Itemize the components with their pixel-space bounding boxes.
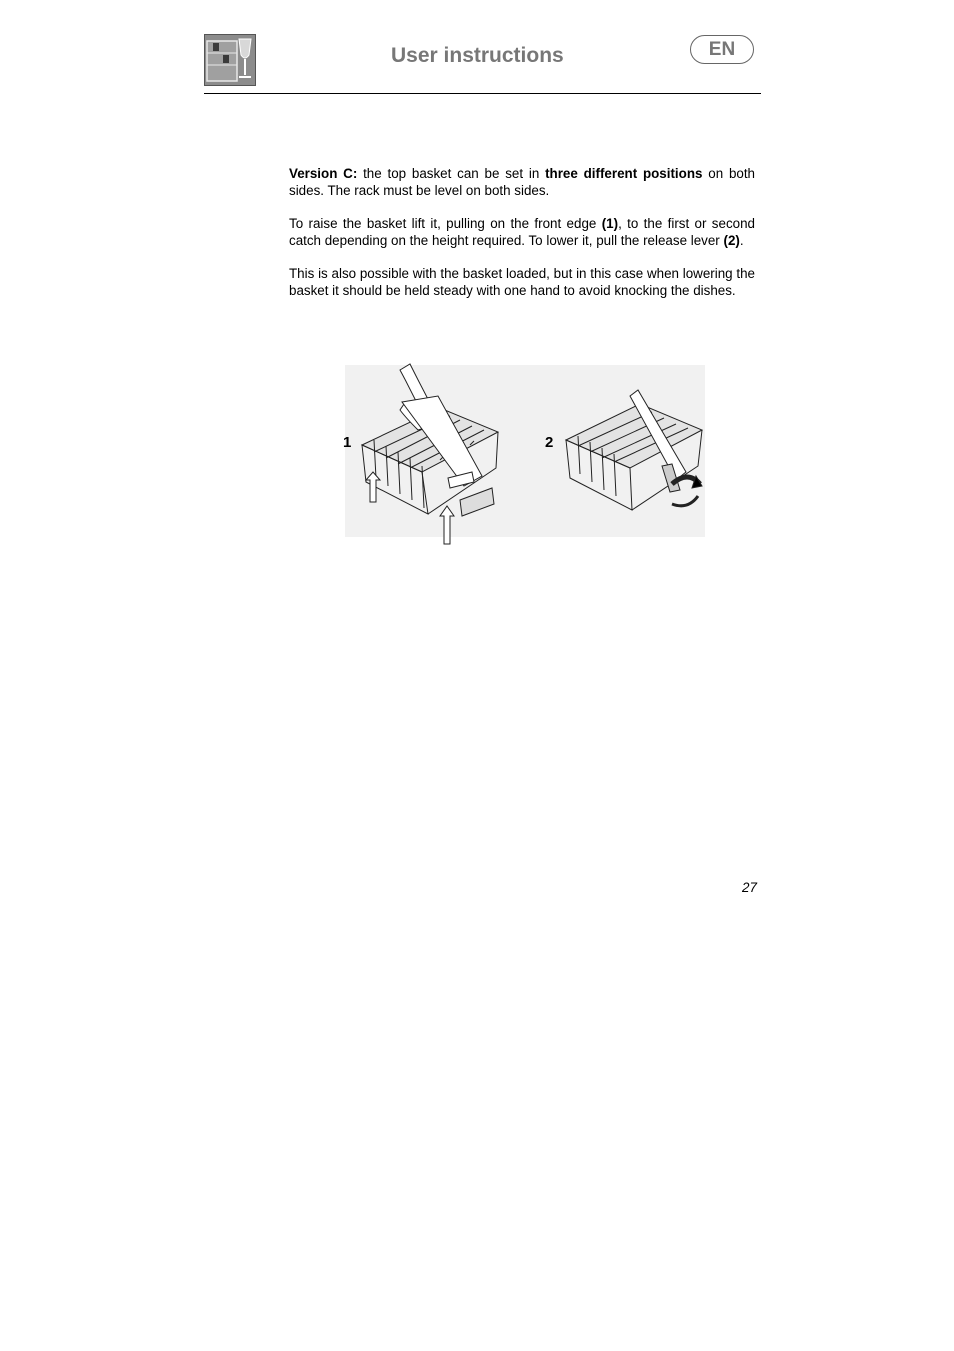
page-number: 27 bbox=[742, 880, 757, 895]
language-badge: EN bbox=[690, 35, 754, 64]
basket-drawing bbox=[340, 360, 710, 550]
paragraph-loaded-basket: This is also possible with the basket loaded, but in this case when lowering the basket it should be held steady with one hand to avoid knocking the dishes. bbox=[289, 266, 755, 298]
step-label-1: 1 bbox=[343, 434, 352, 451]
header-divider bbox=[204, 93, 761, 94]
basket-illustration bbox=[340, 360, 710, 550]
page-title: User instructions bbox=[391, 44, 564, 67]
step-label-2: 2 bbox=[545, 434, 554, 451]
paragraph-raise-basket: To raise the basket lift it, pulling on the front edge (1), to the first or second catch depending on the height required. To lower it, pull the release lever (2). bbox=[289, 216, 755, 248]
instructions-text bbox=[289, 166, 755, 316]
dishwasher-glass-icon bbox=[204, 34, 256, 86]
paragraph-version-c: Version C: the top basket can be set in three different positions on both sides. The rack must be level on both sides. bbox=[289, 166, 756, 198]
